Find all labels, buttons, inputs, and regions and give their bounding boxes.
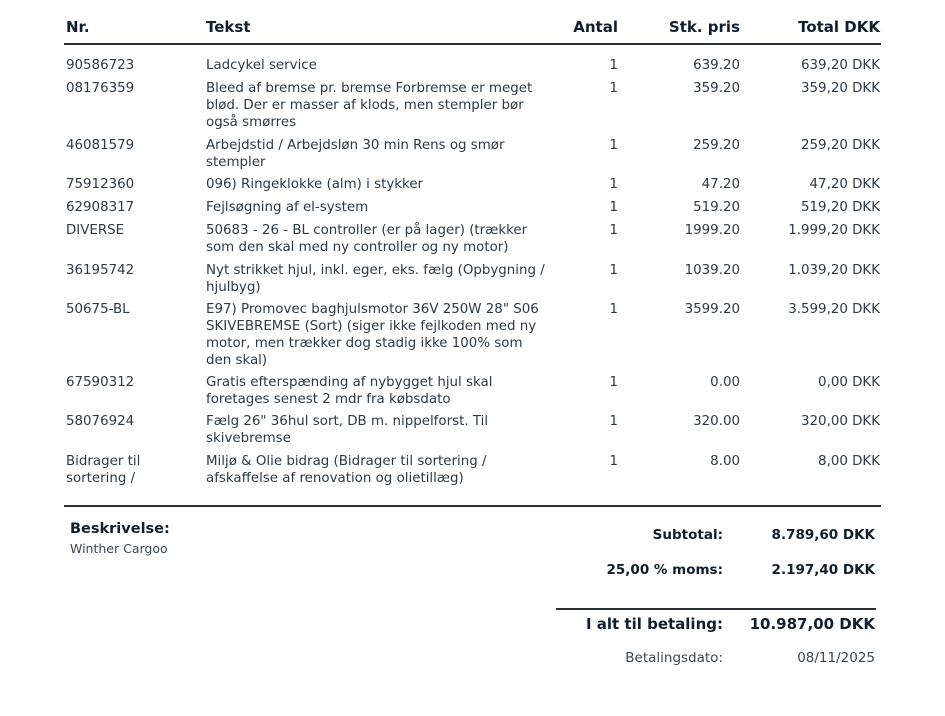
row-text: E97) Promovec baghjulsmotor 36V 250W 28" S06 SKIVEBREMSE (Sort) (siger ikke fejlkoden med ny motor, men trækker dog stadig ikke 100% som den skal) [206,302,539,368]
row-qty: 1 [609,223,618,238]
row-nr: 67590312 [66,375,135,390]
row-total: 359,20 DKK [801,81,880,96]
row-unit-price: 47.20 [701,177,740,192]
row-total: 47,20 DKK [809,177,880,192]
total-divider [556,608,876,610]
table-header [0,18,945,40]
row-text: 096) Ringeklokke (alm) i stykker [206,177,424,192]
table-footer-divider [64,505,881,507]
row-total: 259,20 DKK [801,138,880,153]
row-qty: 1 [609,375,618,390]
row-nr: Bidrager til sortering / [66,454,141,486]
header-divider [64,43,881,45]
row-qty: 1 [609,414,618,429]
row-total: 1.039,20 DKK [788,263,880,278]
row-unit-price: 320.00 [693,414,740,429]
row-nr: 08176359 [66,81,135,96]
description-value: Winther Cargoo [70,541,168,556]
row-text: Miljø & Olie bidrag (Bidrager til sortering / afskaffelse af renovation og olietillæg) [206,454,487,486]
row-nr: DIVERSE [66,223,125,238]
subtotal-value: 8.789,60 DKK [771,527,875,543]
row-nr: 50675-BL [66,302,130,317]
row-nr: 58076924 [66,414,135,429]
row-unit-price: 359.20 [693,81,740,96]
row-total: 1.999,20 DKK [788,223,880,238]
row-nr: 62908317 [66,200,135,215]
header-qty: Antal [573,18,618,36]
payment-date-value: 08/11/2025 [797,650,875,666]
row-text: Nyt strikket hjul, inkl. eger, eks. fælg (Opbygning / hjulbyg) [206,263,545,295]
grand-total-label: I alt til betaling: [585,615,723,633]
vat-value: 2.197,40 DKK [771,562,875,578]
row-text: Arbejdstid / Arbejdsløn 30 min Rens og smør stempler [206,138,505,170]
row-unit-price: 3599.20 [684,302,740,317]
row-text: Fejlsøgning af el-system [206,200,369,215]
description-label: Beskrivelse: [70,521,170,537]
row-unit-price: 1039.20 [684,263,740,278]
payment-date-label: Betalingsdato: [625,650,723,666]
row-unit-price: 519.20 [693,200,740,215]
row-qty: 1 [609,263,618,278]
header-total: Total DKK [798,18,880,36]
row-unit-price: 1999.20 [684,223,740,238]
vat-label: 25,00 % moms: [606,562,723,578]
row-nr: 36195742 [66,263,135,278]
row-text: Ladcykel service [206,58,317,73]
row-qty: 1 [609,58,618,73]
header-text: Tekst [206,18,251,36]
row-unit-price: 8.00 [710,454,740,469]
row-qty: 1 [609,138,618,153]
row-qty: 1 [609,177,618,192]
row-qty: 1 [609,454,618,469]
row-qty: 1 [609,200,618,215]
header-unit-price: Stk. pris [668,18,740,36]
row-qty: 1 [609,302,618,317]
row-nr: 90586723 [66,58,135,73]
row-text: Fælg 26" 36hul sort, DB m. nippelforst. Til skivebremse [206,414,489,446]
row-nr: 46081579 [66,138,135,153]
row-unit-price: 639.20 [693,58,740,73]
row-unit-price: 0.00 [710,375,740,390]
grand-total-value: 10.987,00 DKK [749,615,875,633]
row-qty: 1 [609,81,618,96]
row-text: Gratis efterspænding af nybygget hjul skal foretages senest 2 mdr fra købsdato [206,375,493,407]
row-text: 50683 - 26 - BL controller (er på lager) (trækker som den skal med ny controller og ny motor) [206,223,528,255]
row-total: 3.599,20 DKK [788,302,880,317]
row-nr: 75912360 [66,177,135,192]
row-total: 0,00 DKK [818,375,880,390]
row-unit-price: 259.20 [693,138,740,153]
subtotal-label: Subtotal: [652,527,723,543]
row-text: Bleed af bremse pr. bremse Forbremse er meget blød. Der er masser af klods, men stempler bør også smørres [206,81,533,130]
row-total: 639,20 DKK [801,58,880,73]
row-total: 8,00 DKK [818,454,880,469]
header-nr: Nr. [66,18,90,36]
row-total: 320,00 DKK [801,414,880,429]
row-total: 519,20 DKK [801,200,880,215]
